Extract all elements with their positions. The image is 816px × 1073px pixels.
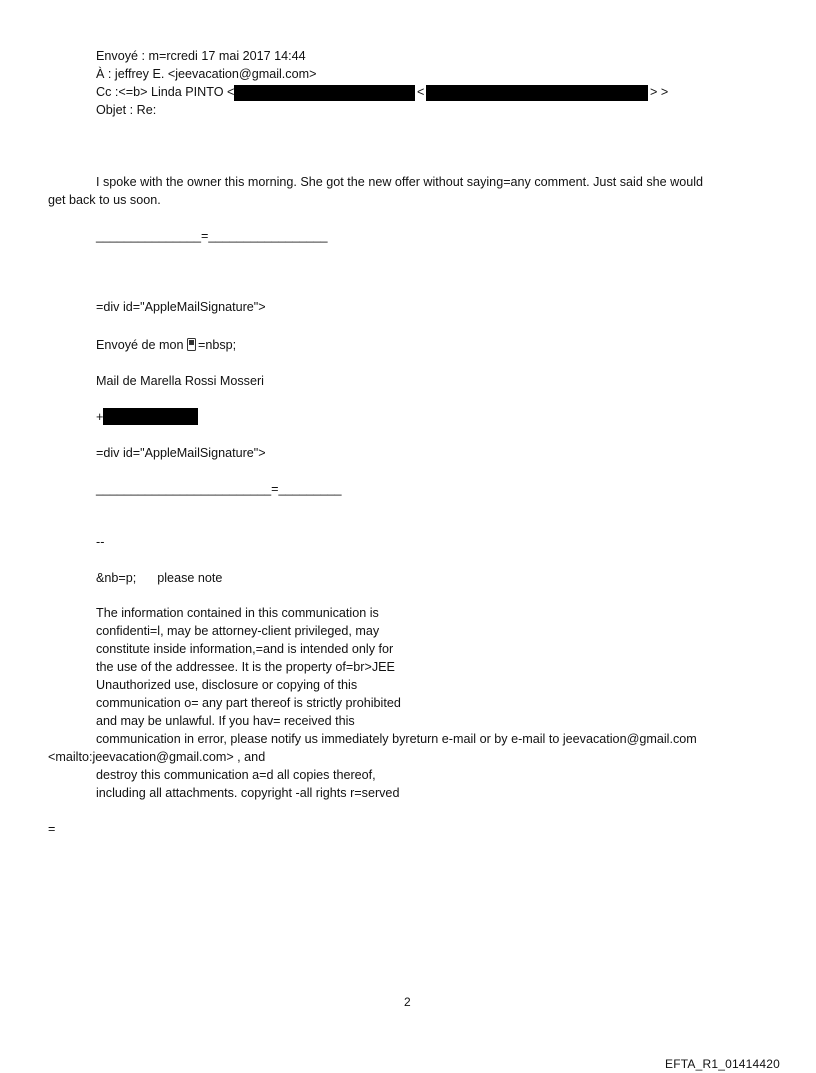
disclaimer-line: The information contained in this communication is	[96, 606, 379, 620]
disclaimer-line: Unauthorized use, disclosure or copying of this	[96, 678, 358, 692]
sent-line: Envoyé : m=rcredi 17 mai 2017 14:44	[96, 49, 306, 63]
signature-div-1: =div id="AppleMailSignature">	[96, 300, 266, 314]
cc-line-mid: <	[417, 85, 425, 99]
disclaimer-mailto-line: <mailto:jeevacation@gmail.com> , and	[48, 750, 266, 764]
disclaimer-line: communication o= any part thereof is strictly prohibited	[96, 696, 401, 710]
mail-from-line: Mail de Marella Rossi Mosseri	[96, 374, 264, 388]
cc-redaction-1	[234, 85, 415, 101]
sent-from-line	[96, 337, 236, 354]
sent-from-text: Envoyé de mon	[96, 338, 184, 352]
disclaimer-line: confidenti=l, may be attorney-client privileged, may	[96, 624, 380, 638]
cc-line-suffix: > >	[650, 85, 669, 99]
cc-redaction-2	[426, 85, 648, 101]
disclaimer-line: the use of the addressee. It is the property of=br>JEE	[96, 660, 395, 674]
disclaimer-line: including all attachments. copyright -all rights r=served	[96, 786, 400, 800]
separator-line-1: _______________=_________________	[96, 229, 328, 243]
cc-line-prefix: Cc :<=b> Linda PINTO <	[96, 85, 235, 99]
phone-prefix: +	[96, 410, 104, 424]
disclaimer-line: constitute inside information,=and is intended only for	[96, 642, 394, 656]
disclaimer-line: and may be unlawful. If you hav= received this	[96, 714, 355, 728]
phone-redaction	[103, 408, 198, 425]
document-id: EFTA_R1_01414420	[665, 1057, 781, 1071]
please-note-line: &nb=p; please note	[96, 571, 223, 585]
signature-div-2: =div id="AppleMailSignature">	[96, 446, 266, 460]
mobile-phone-icon	[187, 338, 196, 351]
to-line: À : jeffrey E. <jeevacation@gmail.com>	[96, 67, 317, 81]
body-paragraph-line-1: I spoke with the owner this morning. She got the new offer without saying=any comment. Just said she would	[96, 175, 704, 189]
disclaimer-line: communication in error, please notify us immediately byreturn e-mail or by e-mail to jeevacation@gmail.com	[96, 732, 697, 746]
signature-dashes: --	[96, 535, 105, 549]
body-paragraph-line-2: get back to us soon.	[48, 193, 161, 207]
disclaimer-line: destroy this communication a=d all copies thereof,	[96, 768, 376, 782]
page-number: 2	[404, 995, 411, 1009]
trailing-equals: =	[48, 822, 56, 836]
separator-line-2: _________________________=_________	[96, 482, 342, 496]
subject-line: Objet : Re:	[96, 103, 157, 117]
sent-from-suffix: =nbsp;	[198, 338, 237, 352]
